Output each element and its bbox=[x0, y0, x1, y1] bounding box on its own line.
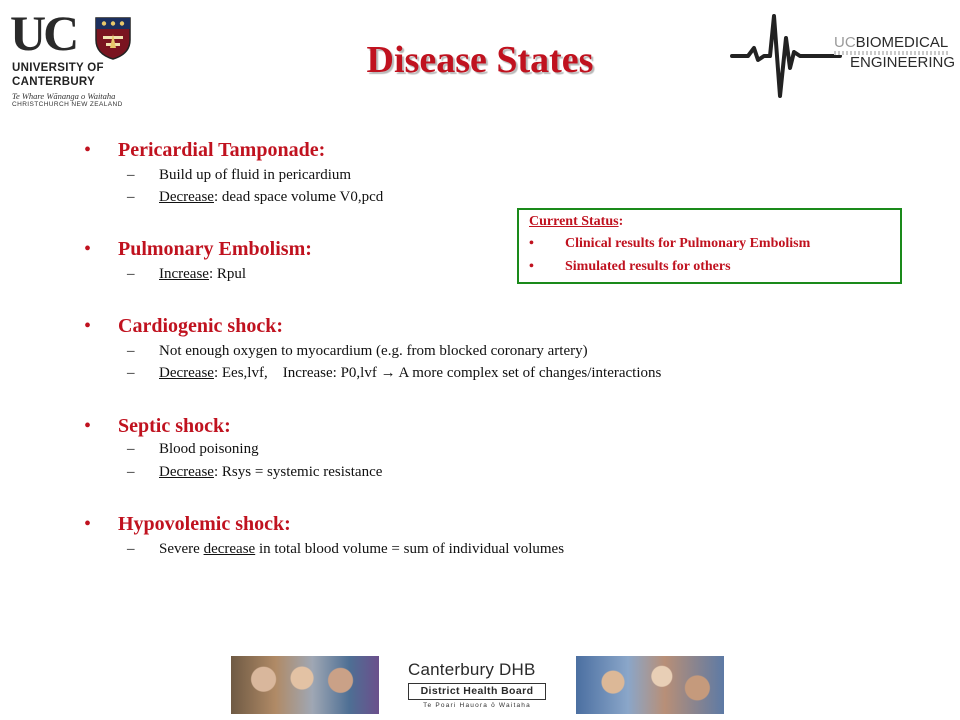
topic-title: Cardiogenic shock: bbox=[118, 315, 283, 337]
bullet-icon: • bbox=[84, 238, 92, 260]
uc-logo-mark: UC bbox=[10, 5, 77, 61]
dash-icon: – bbox=[127, 167, 135, 183]
bullet-icon: • bbox=[84, 139, 92, 161]
list-item-text bbox=[159, 266, 246, 283]
bullet-icon: • bbox=[529, 259, 534, 274]
ecg-waveform-icon bbox=[730, 8, 842, 104]
bullet-icon: • bbox=[84, 513, 92, 535]
list-item-rest: in total blood volume = sum of individual volumes bbox=[255, 541, 565, 557]
dash-icon: – bbox=[127, 266, 135, 282]
topic-title: Pericardial Tamponade: bbox=[118, 139, 326, 161]
list-item-keyword: Increase bbox=[159, 266, 209, 282]
bullet-icon: • bbox=[84, 415, 92, 437]
topic-title: Hypovolemic shock: bbox=[118, 513, 291, 535]
dash-icon: – bbox=[127, 343, 135, 359]
canterbury-dhb-logo bbox=[404, 656, 550, 714]
slide-title: Disease States bbox=[366, 39, 594, 81]
bme-logo bbox=[730, 8, 954, 104]
footer-photo-left bbox=[231, 656, 379, 714]
bme-logo-line2: ENGINEERING bbox=[850, 54, 956, 71]
list-item-rest: : dead space volume V0,pcd bbox=[213, 189, 384, 205]
status-item-text: Simulated results for others bbox=[565, 259, 731, 274]
dhb-band: District Health Board bbox=[408, 683, 546, 700]
list-item-text bbox=[159, 464, 382, 481]
dash-icon: – bbox=[127, 464, 135, 480]
status-title-text: Current Status bbox=[529, 214, 619, 229]
status-title bbox=[529, 214, 623, 230]
dash-icon: – bbox=[127, 441, 135, 457]
list-item-text: Blood poisoning bbox=[159, 441, 259, 457]
status-title-colon: : bbox=[618, 214, 624, 229]
bme-logo-word: BIOMEDICAL bbox=[855, 34, 949, 51]
bme-logo-prefix: UC bbox=[834, 34, 856, 51]
dhb-tagline: Te Poari Hauora ō Waitaha bbox=[423, 702, 531, 709]
list-item-text bbox=[159, 541, 564, 558]
bullet-icon: • bbox=[84, 315, 92, 337]
current-status-box bbox=[517, 208, 902, 284]
list-item-pre: Severe bbox=[159, 541, 204, 557]
uc-logo-line1: UNIVERSITY OF bbox=[12, 62, 104, 74]
dhb-name: Canterbury DHB bbox=[408, 660, 536, 679]
list-item-text: Not enough oxygen to myocardium (e.g. from blocked coronary artery) bbox=[159, 343, 588, 359]
dash-icon: – bbox=[127, 541, 135, 557]
list-item-text bbox=[159, 189, 383, 206]
footer-photo-right bbox=[576, 656, 724, 714]
dash-icon: – bbox=[127, 365, 135, 381]
list-item-keyword: Decrease bbox=[159, 189, 214, 205]
topic-title: Septic shock: bbox=[118, 415, 231, 437]
list-item-text: Build up of fluid in pericardium bbox=[159, 167, 352, 183]
bullet-icon: • bbox=[529, 236, 534, 251]
uc-logo-line2: CANTERBURY bbox=[12, 76, 96, 88]
uc-logo-line4: CHRISTCHURCH NEW ZEALAND bbox=[12, 101, 123, 108]
uc-logo-line3: Te Whare Wānanga o Waitaha bbox=[12, 91, 116, 101]
list-item-keyword: Decrease bbox=[159, 365, 214, 381]
list-item-rest: : Rpul bbox=[208, 266, 247, 282]
list-item-keyword: decrease bbox=[203, 541, 256, 557]
status-item-text: Clinical results for Pulmonary Embolism bbox=[565, 236, 811, 251]
list-item-keyword: Decrease bbox=[159, 464, 214, 480]
list-item-rest: : Rsys = systemic resistance bbox=[213, 464, 383, 480]
list-item-rest: : Ees,lvf, Increase: P0,lvf → A more complex set of changes/interactions bbox=[213, 365, 662, 381]
topic-title: Pulmonary Embolism: bbox=[118, 238, 312, 260]
bme-logo-line1 bbox=[834, 34, 948, 51]
dash-icon: – bbox=[127, 189, 135, 205]
list-item-text bbox=[159, 365, 661, 382]
